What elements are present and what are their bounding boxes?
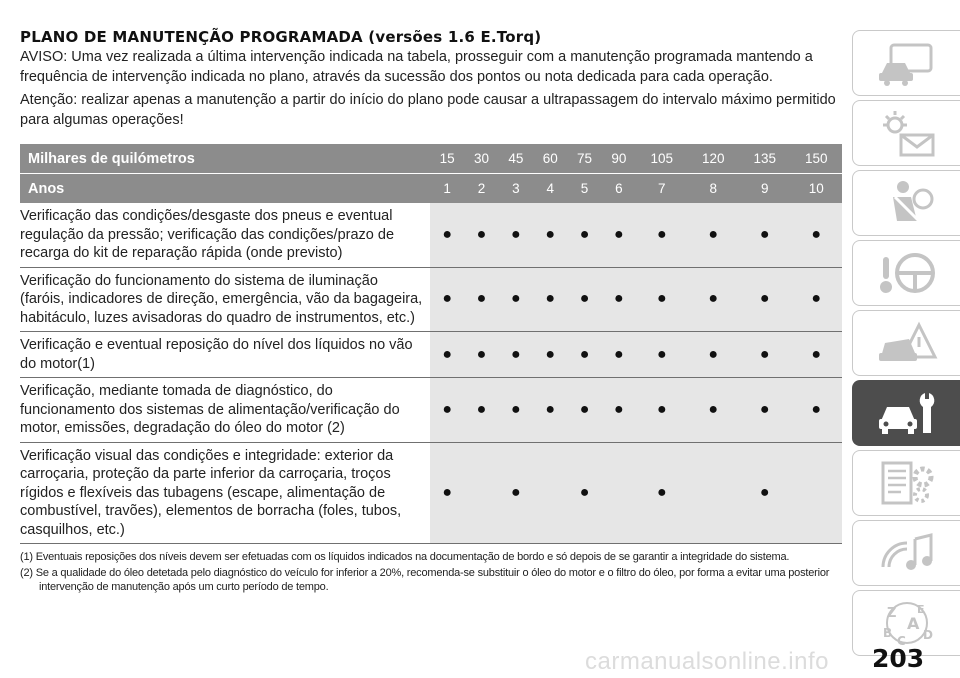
chapter-tab[interactable] xyxy=(852,100,960,166)
chapter-tab[interactable] xyxy=(852,450,960,516)
interval-cell xyxy=(636,267,687,332)
interval-cell xyxy=(567,332,601,378)
table-row xyxy=(20,442,842,544)
interval-cell xyxy=(533,203,567,267)
interval-cell xyxy=(636,203,687,267)
interval-dot: ● xyxy=(811,290,822,308)
svg-text:B: B xyxy=(882,626,892,640)
car-dashboard-icon xyxy=(875,37,939,89)
km-header-cell: 45 xyxy=(499,144,533,174)
km-header-row xyxy=(20,144,842,174)
interval-dot: ● xyxy=(759,225,770,243)
interval-cell xyxy=(499,203,533,267)
km-header-cell: 90 xyxy=(602,144,636,174)
chapter-tab[interactable] xyxy=(852,30,960,96)
interval-cell xyxy=(602,203,636,267)
svg-text:D: D xyxy=(922,628,933,642)
interval-dot: ● xyxy=(579,290,590,308)
operation-description: Verificação, mediante tomada de diagnóstico, do funcionamento dos sistemas de alimentação/verificação do motor, emissões, degradação do óleo do motor (2) xyxy=(20,378,430,443)
interval-cell xyxy=(739,267,790,332)
operation-description: Verificação e eventual reposição do nível dos líquidos no vão do motor(1) xyxy=(20,332,430,378)
interval-dot: ● xyxy=(511,225,521,243)
interval-cell xyxy=(688,378,739,443)
interval-cell xyxy=(533,378,567,443)
page-title: PLANO DE MANUTENÇÃO PROGRAMADA (versões 1.6 E.Torq) xyxy=(20,28,542,46)
svg-text:Z: Z xyxy=(886,606,896,621)
interval-dot: ● xyxy=(511,290,521,308)
chapter-tab[interactable] xyxy=(852,170,960,236)
interval-cell xyxy=(790,442,842,544)
interval-cell xyxy=(739,442,790,544)
interval-cell xyxy=(602,378,636,443)
interval-dot: ● xyxy=(579,483,590,501)
interval-cell xyxy=(533,267,567,332)
table-row xyxy=(20,332,842,378)
interval-dot: ● xyxy=(614,290,624,308)
interval-cell xyxy=(602,267,636,332)
km-header-cell: 105 xyxy=(636,144,687,174)
car-maintenance-wrench-icon xyxy=(875,387,939,439)
interval-dot: ● xyxy=(545,345,556,363)
multimedia-icon xyxy=(875,527,939,579)
svg-text:C: C xyxy=(896,634,906,648)
interval-dot: ● xyxy=(759,483,770,501)
page-number: 203 xyxy=(872,644,925,673)
table-row xyxy=(20,267,842,332)
interval-cell xyxy=(533,332,567,378)
chapter-tab-active[interactable] xyxy=(852,380,960,446)
interval-dot: ● xyxy=(656,345,667,363)
interval-dot: ● xyxy=(545,290,556,308)
svg-text:A: A xyxy=(906,614,919,633)
interval-dot: ● xyxy=(708,225,719,243)
interval-cell xyxy=(688,267,739,332)
interval-cell xyxy=(533,442,567,544)
interval-dot: ● xyxy=(476,400,487,418)
chapter-tab[interactable] xyxy=(852,520,960,586)
interval-cell xyxy=(430,267,464,332)
interval-cell xyxy=(430,378,464,443)
airbag-seatbelt-icon xyxy=(875,177,939,229)
interval-cell xyxy=(430,332,464,378)
km-header-cell: 120 xyxy=(688,144,739,174)
interval-cell xyxy=(602,442,636,544)
interval-dot: ● xyxy=(656,290,667,308)
interval-cell xyxy=(567,203,601,267)
interval-dot: ● xyxy=(759,345,770,363)
km-header-label: Milhares de quilómetros xyxy=(20,144,430,174)
km-header-cell: 15 xyxy=(430,144,464,174)
interval-cell xyxy=(790,378,842,443)
table-row xyxy=(20,203,842,267)
chapter-tab[interactable] xyxy=(852,310,960,376)
interval-cell xyxy=(464,332,498,378)
interval-dot: ● xyxy=(708,345,719,363)
interval-dot: ● xyxy=(614,345,624,363)
table-row xyxy=(20,378,842,443)
interval-cell xyxy=(790,267,842,332)
interval-dot: ● xyxy=(476,225,487,243)
footnotes xyxy=(20,550,842,594)
interval-cell xyxy=(688,442,739,544)
years-header-cell: 4 xyxy=(533,174,567,204)
interval-cell xyxy=(499,332,533,378)
interval-cell xyxy=(790,332,842,378)
years-header-cell: 9 xyxy=(739,174,790,204)
maintenance-rows xyxy=(20,203,842,544)
interval-dot: ● xyxy=(579,400,590,418)
interval-dot: ● xyxy=(476,290,487,308)
years-header-cell: 3 xyxy=(499,174,533,204)
interval-cell xyxy=(499,378,533,443)
interval-cell xyxy=(430,203,464,267)
interval-dot: ● xyxy=(442,290,452,308)
interval-dot: ● xyxy=(759,400,770,418)
interval-cell xyxy=(567,442,601,544)
interval-dot: ● xyxy=(708,290,719,308)
chapter-tab[interactable] xyxy=(852,240,960,306)
steering-wheel-icon xyxy=(875,247,939,299)
maintenance-table xyxy=(20,144,842,544)
operation-description: Verificação visual das condições e integridade: exterior da carroçaria, proteção da parte inferior da carroçaria, troços rígidos e flexíveis das tubagens (escape, alimentação de combustível, travões), elementos de borracha (foles, tubos, casquilhos, etc.) xyxy=(20,442,430,544)
interval-cell xyxy=(739,378,790,443)
interval-dot: ● xyxy=(656,225,667,243)
years-header-cell: 2 xyxy=(464,174,498,204)
interval-dot: ● xyxy=(614,400,624,418)
attention-paragraph: Atenção: realizar apenas a manutenção a partir do início do plano pode causar a ultrapassagem do intervalo máximo permitido para algumas operações! xyxy=(20,92,836,128)
km-header-cell: 60 xyxy=(533,144,567,174)
interval-dot: ● xyxy=(545,400,556,418)
watermark: carmanualsonline.info xyxy=(585,648,829,675)
years-header-cell: 6 xyxy=(602,174,636,204)
interval-dot: ● xyxy=(811,345,822,363)
interval-cell xyxy=(464,203,498,267)
interval-dot: ● xyxy=(708,400,719,418)
warning-lights-icon xyxy=(875,107,939,159)
interval-cell xyxy=(636,378,687,443)
interval-cell xyxy=(464,378,498,443)
years-header-cell: 10 xyxy=(790,174,842,204)
interval-cell xyxy=(430,442,464,544)
years-header-label: Anos xyxy=(20,174,430,204)
years-header-cell: 5 xyxy=(567,174,601,204)
technical-data-icon xyxy=(875,457,939,509)
interval-cell xyxy=(688,332,739,378)
years-header-row xyxy=(20,174,842,204)
interval-cell xyxy=(688,203,739,267)
operation-description: Verificação das condições/desgaste dos pneus e eventual regulação da pressão; verificação das condições/prazo de recarga do kit de reparação rápida (onde previsto) xyxy=(20,203,430,267)
interval-cell xyxy=(790,203,842,267)
interval-dot: ● xyxy=(442,345,452,363)
alphabetical-index-icon xyxy=(875,597,939,649)
interval-cell xyxy=(636,332,687,378)
interval-cell xyxy=(499,442,533,544)
interval-cell xyxy=(739,332,790,378)
km-header-cell: 135 xyxy=(739,144,790,174)
years-header-cell: 7 xyxy=(636,174,687,204)
interval-cell xyxy=(636,442,687,544)
interval-dot: ● xyxy=(811,400,822,418)
interval-dot: ● xyxy=(656,400,667,418)
interval-dot: ● xyxy=(656,483,667,501)
interval-dot: ● xyxy=(579,345,590,363)
interval-dot: ● xyxy=(442,483,452,501)
interval-cell xyxy=(499,267,533,332)
km-header-cell: 75 xyxy=(567,144,601,174)
interval-cell xyxy=(602,332,636,378)
km-header-cell: 150 xyxy=(790,144,842,174)
km-header-cell: 30 xyxy=(464,144,498,174)
interval-dot: ● xyxy=(442,400,452,418)
interval-dot: ● xyxy=(476,345,487,363)
interval-dot: ● xyxy=(511,400,521,418)
interval-dot: ● xyxy=(511,345,521,363)
interval-dot: ● xyxy=(759,290,770,308)
interval-dot: ● xyxy=(579,225,590,243)
page-content xyxy=(20,28,842,596)
svg-text:E: E xyxy=(916,603,925,616)
interval-cell xyxy=(567,378,601,443)
interval-dot: ● xyxy=(442,225,452,243)
interval-cell xyxy=(464,267,498,332)
operation-description: Verificação do funcionamento do sistema de iluminação (faróis, indicadores de direção, emergência, vão da bagageira, habitáculo, luzes avisadoras do quadro de instrumentos, etc.) xyxy=(20,267,430,332)
interval-dot: ● xyxy=(811,225,822,243)
interval-cell xyxy=(567,267,601,332)
years-header-cell: 1 xyxy=(430,174,464,204)
chapter-sidebar xyxy=(852,30,960,660)
interval-dot: ● xyxy=(545,225,556,243)
car-breakdown-icon xyxy=(875,317,939,369)
interval-cell xyxy=(739,203,790,267)
notice-paragraph: AVISO: Uma vez realizada a última intervenção indicada na tabela, prosseguir com a manutenção programada mantendo a frequência de intervenção indicada no plano, através da sucessão dos pontos ou nota dedicada para cada operação. xyxy=(20,49,813,85)
interval-cell xyxy=(464,442,498,544)
footnote: (2) Se a qualidade do óleo detetada pelo diagnóstico do veículo for inferior a 20%, recomenda-se substituir o óleo do motor e o filtro do óleo, por forma a evitar uma posterior intervenção de manutenção após um curto período de tempo. xyxy=(20,567,830,593)
years-header-cell: 8 xyxy=(688,174,739,204)
footnote: (1) Eventuais reposições dos níveis devem ser efetuadas com os líquidos indicados na documentação de bordo e só depois de se garantir a integridade do sistema. xyxy=(20,551,790,563)
interval-dot: ● xyxy=(511,483,521,501)
interval-dot: ● xyxy=(614,225,624,243)
